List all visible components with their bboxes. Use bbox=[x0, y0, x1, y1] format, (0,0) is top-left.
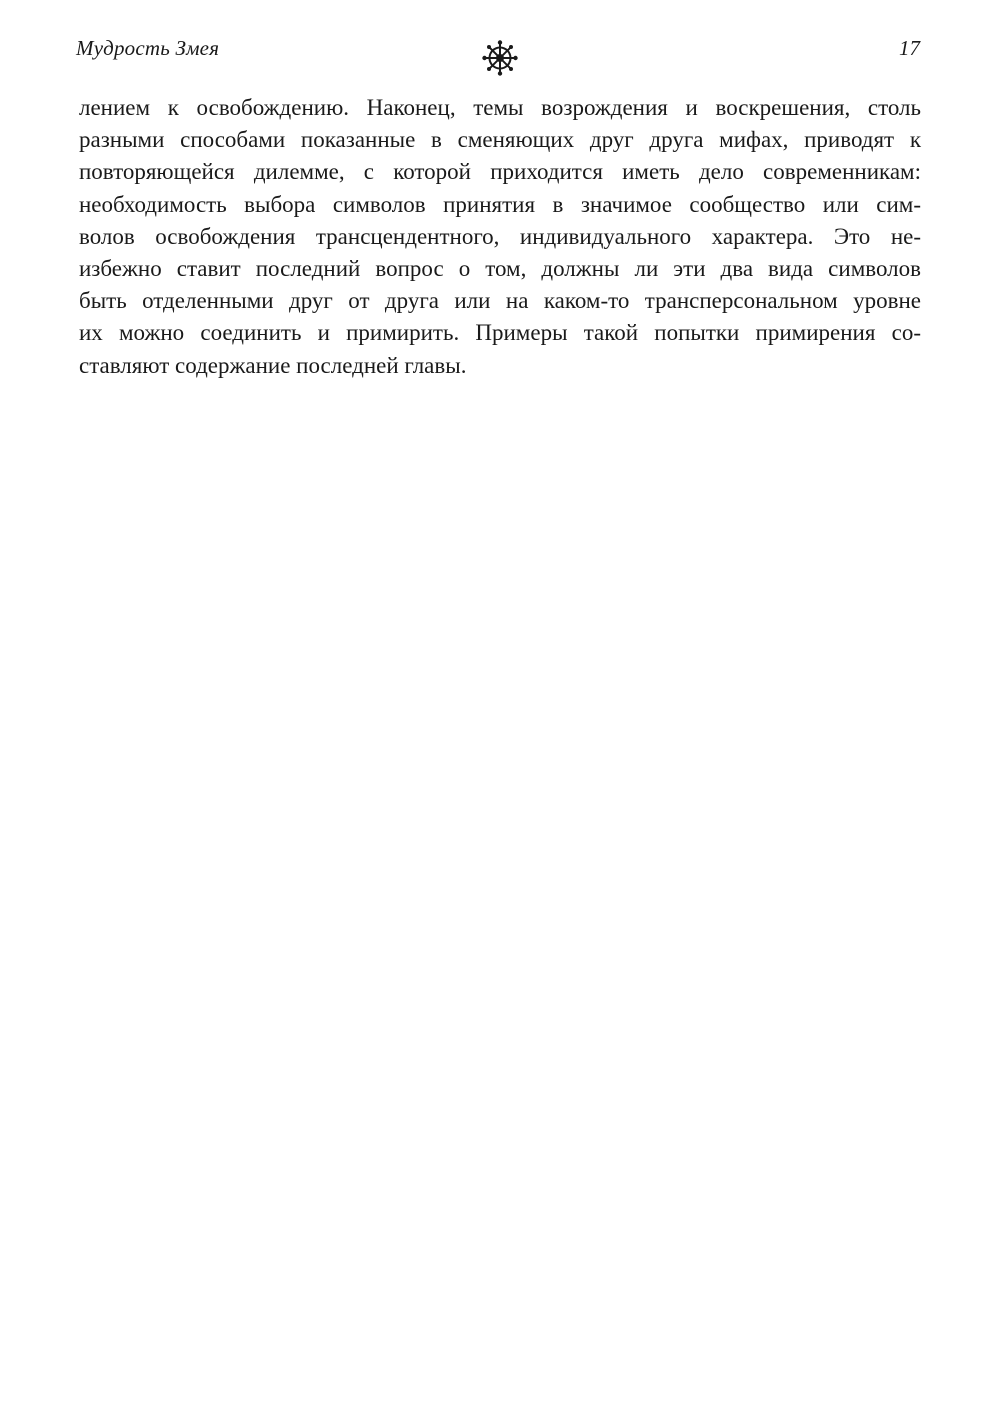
page-number: 17 bbox=[899, 36, 920, 60]
text-line: волов освобождения трансцендентного, индивидуального характера. Это не- bbox=[79, 223, 921, 249]
body-paragraph bbox=[79, 92, 921, 382]
text-line: необходимость выбора символов принятия в значимое сообщество или сим- bbox=[79, 191, 921, 217]
text-line: их можно соединить и примирить. Примеры такой попытки примирения со- bbox=[79, 320, 921, 346]
running-title: Мудрость Змея bbox=[76, 36, 220, 60]
text-line: лением к освобождению. Наконец, темы возрождения и воскрешения, столь bbox=[79, 95, 921, 120]
dharma-wheel-icon bbox=[482, 40, 518, 76]
text-line: повторяющейся дилемме, с которой приходится иметь дело современникам: bbox=[79, 159, 921, 185]
text-line: быть отделенными друг от друга или на каком-то трансперсональном уровне bbox=[79, 288, 921, 314]
text-line: ставляют содержание последней главы. bbox=[79, 352, 467, 378]
text-line: избежно ставит последний вопрос о том, должны ли эти два вида символов bbox=[79, 256, 921, 282]
text-line: разными способами показанные в сменяющих друг друга мифах, приводят к bbox=[79, 127, 921, 153]
